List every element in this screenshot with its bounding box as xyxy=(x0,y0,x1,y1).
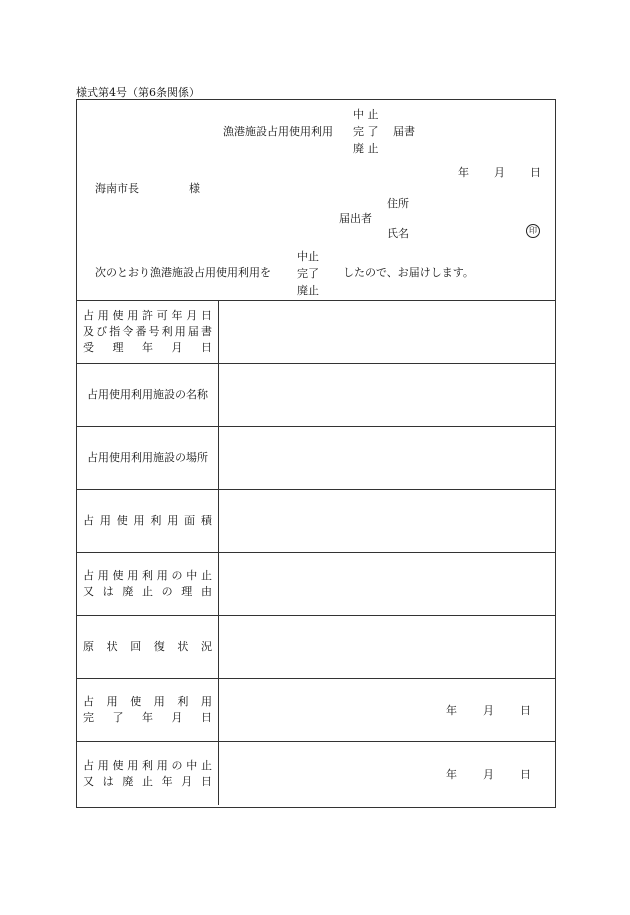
label-line xyxy=(83,308,212,324)
label-char: 令 xyxy=(122,325,134,338)
title-option-complete: 完 了 xyxy=(353,125,379,138)
label-line xyxy=(83,340,212,356)
address-label: 住所 xyxy=(387,197,409,210)
label-char: 月 xyxy=(181,774,193,788)
label-line: 占用使用利用施設の名称 xyxy=(87,388,208,401)
date-day-label: 日 xyxy=(520,704,531,717)
label-char: 用 xyxy=(106,695,118,708)
label-char: 利 xyxy=(150,514,162,527)
row-completion-date xyxy=(77,679,555,742)
label-char: 日 xyxy=(201,711,212,724)
statement-prefix: 次のとおり漁港施設占用使用利用を xyxy=(95,266,271,279)
completion-date-field xyxy=(446,679,531,741)
label-char: 状 xyxy=(106,640,118,653)
label-char: 利 xyxy=(177,695,189,708)
label-char: 許 xyxy=(142,309,153,322)
row-restoration xyxy=(77,616,555,679)
statement-suffix: したので、お届けします。 xyxy=(343,266,474,279)
row-label xyxy=(77,427,219,489)
label-char: 止 xyxy=(141,585,153,598)
row-reason xyxy=(77,553,555,616)
label-line xyxy=(83,710,212,726)
notification-form xyxy=(76,99,556,808)
label-char: 年 xyxy=(142,341,153,354)
row-label xyxy=(77,301,219,363)
label-char: 使 xyxy=(112,309,124,322)
label-char: 積 xyxy=(200,514,212,527)
label-char: 又 xyxy=(83,585,94,598)
label-char: 及 xyxy=(83,325,94,338)
label-char: 利 xyxy=(161,325,173,338)
date-month-label: 月 xyxy=(483,704,494,717)
label-char: 利 xyxy=(142,758,153,772)
label-char: 用 xyxy=(156,569,168,582)
label-char: の xyxy=(161,585,173,598)
label-char: 占 xyxy=(83,758,94,772)
label-char: 指 xyxy=(109,325,121,338)
label-char: 書 xyxy=(200,325,212,338)
label-line xyxy=(83,584,212,600)
label-char: 止 xyxy=(141,774,153,788)
label-char: 年 xyxy=(171,309,183,322)
label-char: 由 xyxy=(200,585,212,598)
label-char: 月 xyxy=(171,711,183,724)
statement-option-suspend: 中止 xyxy=(297,250,319,263)
label-char: は xyxy=(102,774,114,788)
label-char: 用 xyxy=(200,695,212,708)
row-label xyxy=(77,679,219,741)
label-char: 止 xyxy=(201,758,212,772)
label-char: 用 xyxy=(97,309,109,322)
label-char: 回 xyxy=(130,640,142,653)
label-char: は xyxy=(102,585,114,598)
label-char: 用 xyxy=(167,514,179,527)
label-char: 月 xyxy=(171,341,183,354)
addressee: 海南市長 xyxy=(95,182,139,195)
date-day-label: 日 xyxy=(520,767,531,781)
label-line xyxy=(83,758,212,774)
label-char: 用 xyxy=(153,695,165,708)
row-facility-location xyxy=(77,427,555,490)
label-line xyxy=(83,774,212,790)
label-char: 廃 xyxy=(122,585,134,598)
row-label xyxy=(77,364,219,426)
label-char: 復 xyxy=(153,640,165,653)
row-label xyxy=(77,490,219,552)
date-day-label: 日 xyxy=(530,166,541,179)
label-char: 面 xyxy=(184,514,196,527)
label-char: 届 xyxy=(187,325,199,338)
label-char: 年 xyxy=(142,711,153,724)
form-header xyxy=(77,100,555,300)
label-line xyxy=(83,639,212,655)
row-termination-date xyxy=(77,742,555,805)
label-char: 用 xyxy=(99,514,111,527)
statement-option-abolish: 廃止 xyxy=(297,284,319,297)
label-char: 状 xyxy=(177,640,189,653)
label-char: 中 xyxy=(186,569,198,582)
label-char: 日 xyxy=(200,774,212,788)
form-title-options xyxy=(353,106,379,157)
row-usage-area xyxy=(77,490,555,553)
label-char: 理 xyxy=(181,585,193,598)
label-char: 用 xyxy=(127,309,139,322)
row-permit-date xyxy=(77,301,555,364)
label-char: 中 xyxy=(186,758,198,772)
label-line xyxy=(83,694,212,710)
label-char: 月 xyxy=(186,309,198,322)
label-char: 用 xyxy=(97,569,109,582)
label-char: 用 xyxy=(127,758,139,772)
title-option-abolish: 廃 止 xyxy=(353,142,379,155)
label-char: 止 xyxy=(201,569,212,582)
label-char: 用 xyxy=(97,758,109,772)
honorific: 様 xyxy=(189,182,200,195)
label-char: 号 xyxy=(148,325,160,338)
row-label xyxy=(77,553,219,615)
row-label xyxy=(77,616,219,678)
label-char: 用 xyxy=(133,514,145,527)
row-facility-name xyxy=(77,364,555,427)
label-char: 占 xyxy=(83,569,94,582)
label-char: 占 xyxy=(83,309,94,322)
label-char: び xyxy=(96,325,108,338)
label-char: 原 xyxy=(83,640,94,653)
date-month-label: 月 xyxy=(483,767,494,781)
label-char: の xyxy=(171,569,183,582)
label-char: 年 xyxy=(161,774,173,788)
label-line xyxy=(83,324,212,340)
label-char: 使 xyxy=(112,758,124,772)
label-char: 占 xyxy=(83,695,94,708)
date-year-label: 年 xyxy=(458,166,469,179)
label-char: 又 xyxy=(83,774,94,788)
form-title-prefix: 漁港施設占用使用利用 xyxy=(223,125,333,138)
label-char: 用 xyxy=(174,325,186,338)
label-char: 理 xyxy=(112,341,124,354)
label-char: 用 xyxy=(127,569,139,582)
label-char: 受 xyxy=(83,341,94,354)
label-char: 完 xyxy=(83,711,94,724)
title-option-suspend: 中 止 xyxy=(353,108,379,121)
statement-option-complete: 完了 xyxy=(297,267,319,280)
label-char: 用 xyxy=(156,758,168,772)
label-line xyxy=(83,568,212,584)
label-char: 番 xyxy=(135,325,147,338)
label-char: 日 xyxy=(201,309,212,322)
label-line xyxy=(83,513,212,529)
notifier-label: 届出者 xyxy=(339,212,372,225)
row-label xyxy=(77,742,219,805)
date-year-label: 年 xyxy=(446,767,457,781)
label-char: 可 xyxy=(156,309,168,322)
form-table xyxy=(77,300,555,805)
label-line: 占用使用利用施設の場所 xyxy=(87,451,208,464)
termination-date-field xyxy=(446,742,531,805)
label-char: 廃 xyxy=(122,774,134,788)
form-title-suffix: 届書 xyxy=(393,125,415,138)
label-char: 使 xyxy=(130,695,142,708)
label-char: 使 xyxy=(112,569,124,582)
form-number: 様式第4号（第6条関係） xyxy=(76,86,200,99)
label-char: 日 xyxy=(201,341,212,354)
label-char: 占 xyxy=(83,514,94,527)
label-char: の xyxy=(171,758,183,772)
name-label: 氏名 xyxy=(387,227,409,240)
label-char: 了 xyxy=(112,711,124,724)
date-month-label: 月 xyxy=(494,166,505,179)
label-char: 使 xyxy=(116,514,128,527)
seal-mark: 印 xyxy=(526,224,540,238)
statement-options xyxy=(297,248,319,299)
label-char: 利 xyxy=(142,569,153,582)
label-char: 況 xyxy=(200,640,212,653)
date-year-label: 年 xyxy=(446,704,457,717)
